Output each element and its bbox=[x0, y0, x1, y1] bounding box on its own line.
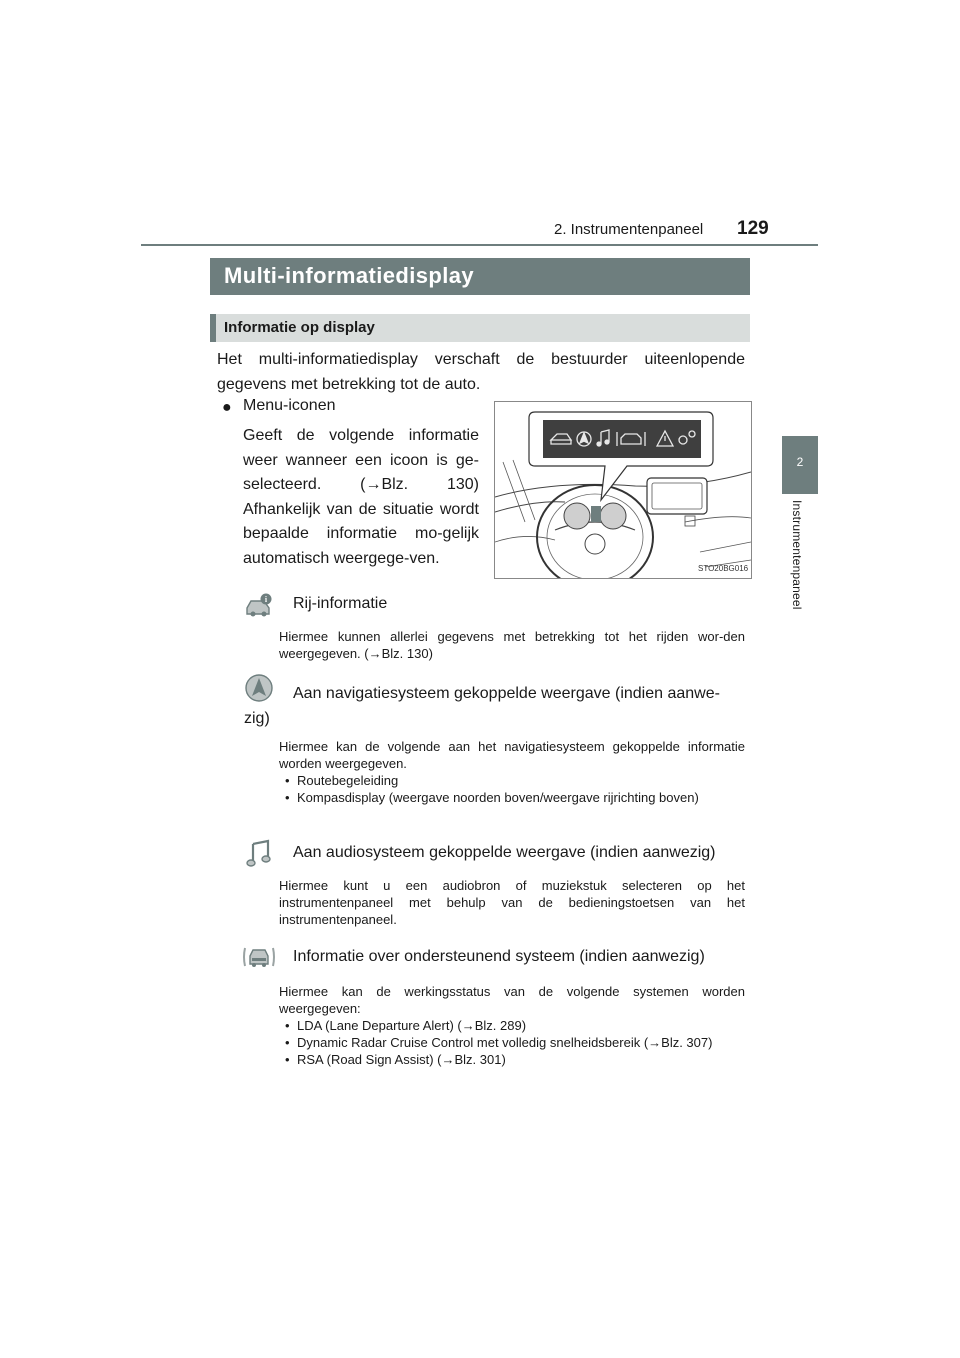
item-title-navigatie: Aan navigatiesysteem gekoppelde weergave (indien aanwe- bbox=[293, 685, 720, 702]
navigation-icon bbox=[244, 673, 274, 703]
music-note-icon bbox=[246, 838, 276, 868]
svg-text:i: i bbox=[264, 595, 268, 604]
item-title-ondersteunend: Informatie over ondersteunend systeem (indien aanwezig) bbox=[293, 948, 705, 965]
list-item: • Kompasdisplay (weergave noorden boven/weergave rijrichting boven) bbox=[279, 789, 745, 806]
subsection-accent bbox=[210, 314, 216, 342]
page-number: 129 bbox=[737, 218, 769, 239]
item-title-rij-informatie: Rij-informatie bbox=[293, 595, 388, 612]
chapter-title: 2. Instrumentenpaneel bbox=[554, 221, 704, 238]
car-info-icon bbox=[244, 592, 274, 622]
item-desc-rij-informatie: Hiermee kunnen allerlei gegevens met betrekking tot het rijden wor-den weergegeven. (→Blz. 130) bbox=[279, 629, 745, 661]
section-title: Multi-informatiedisplay bbox=[224, 263, 474, 288]
intro-paragraph: Het multi-informatiedisplay verschaft de bestuurder uiteenlopende gegevens met betrekking tot de auto. bbox=[217, 351, 745, 393]
menu-icons-description: Geeft de volgende informatie weer wanneer een icoon is ge-selecteerd. (→Blz. 130) Afhankelijk van de situatie wordt bepaalde informatie mo-gelijk automatisch weergege-ven. bbox=[243, 427, 479, 567]
item-desc-ondersteunend: Hiermee kan de werkingsstatus van de volgende systemen worden weergegeven: bbox=[279, 984, 745, 1016]
navigatie-list bbox=[279, 772, 745, 806]
list-item: • Routebegeleiding bbox=[279, 772, 745, 789]
item-body-ondersteunend bbox=[279, 983, 745, 1068]
bullet-icon: ● bbox=[222, 399, 232, 416]
dashboard-figure bbox=[494, 401, 752, 579]
item-title-navigatie-cont: zig) bbox=[244, 710, 270, 727]
list-item: • RSA (Road Sign Assist) (→Blz. 301) bbox=[279, 1051, 745, 1068]
item-desc-audio: Hiermee kunt u een audiobron of muziekstuk selecteren op het instrumentenpaneel met behulp van de bedieningstoetsen van het instrumentenpaneel. bbox=[279, 878, 745, 927]
menu-icons-label: Menu-iconen bbox=[243, 397, 336, 414]
item-desc-navigatie: Hiermee kan de volgende aan het navigatiesysteem gekoppelde informatie worden weergegeven. bbox=[279, 739, 745, 771]
list-item: • LDA (Lane Departure Alert) (→Blz. 289) bbox=[279, 1017, 745, 1034]
list-item: • Dynamic Radar Cruise Control met volledig snelheidsbereik (→Blz. 307) bbox=[279, 1034, 745, 1051]
dashboard-illustration bbox=[495, 402, 751, 578]
figure-code: STO20BG016 bbox=[698, 564, 749, 573]
item-title-audio: Aan audiosysteem gekoppelde weergave (indien aanwezig) bbox=[293, 844, 716, 861]
side-tab-number: 2 bbox=[796, 455, 804, 469]
header-rule bbox=[141, 244, 818, 246]
driver-assist-icon bbox=[242, 942, 272, 972]
ondersteunend-list bbox=[279, 1017, 745, 1068]
item-body-navigatie bbox=[279, 738, 745, 806]
side-tab-label: Instrumentenpaneel bbox=[790, 500, 804, 610]
subsection-title: Informatie op display bbox=[224, 319, 375, 336]
